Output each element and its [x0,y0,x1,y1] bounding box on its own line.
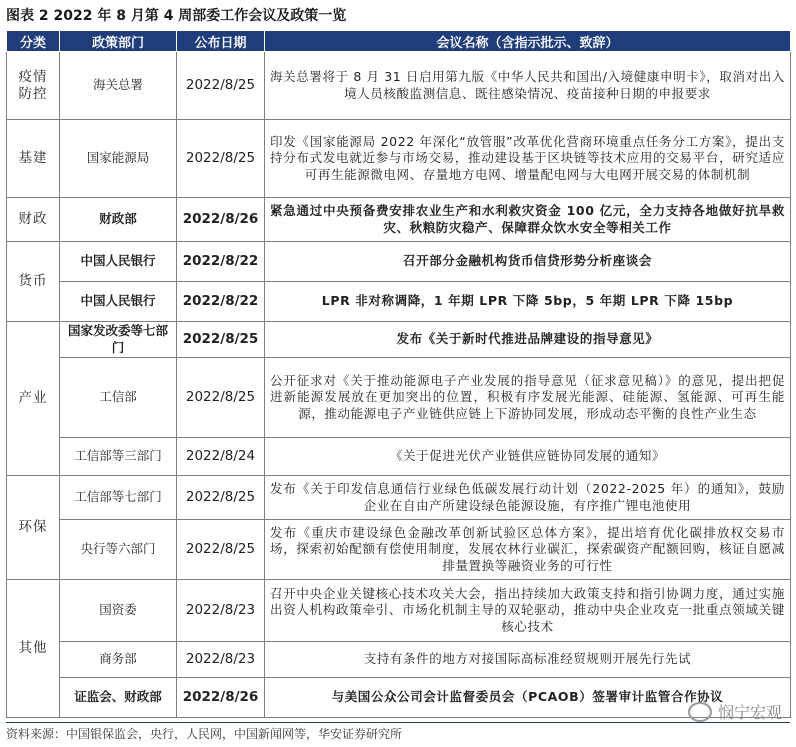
department-cell: 中国人民银行 [60,282,177,322]
date-cell: 2022/8/24 [177,438,265,476]
date-cell: 2022/8/23 [177,580,265,642]
department-cell: 国家能源局 [60,120,177,198]
date-cell: 2022/8/25 [177,322,265,358]
content-cell: 召开部分金融机构货币信贷形势分析座谈会 [265,242,791,282]
table-row [7,120,791,198]
table-row [7,358,791,438]
watermark-text: 悯宁宏观 [717,703,782,722]
source-note: 资料来源：中国银保监会，央行，人民网，中国新闻网等，华安证券研究所 [6,722,790,742]
department-cell: 证监会、财政部 [60,678,177,718]
table-row [7,52,791,120]
department-cell: 海关总署 [60,52,177,120]
table-row [7,580,791,642]
date-cell: 2022/8/22 [177,282,265,322]
content-cell: 紧急通过中央预备费安排农业生产和水利救灾资金 100 亿元，全力支持各地做好抗旱救灾、秋粮防灾稳产、保障群众饮水安全等相关工作 [265,198,791,242]
content-cell: 海关总署将于 8 月 31 日启用第九版《中华人民共和国出/入境健康申明卡》，取消对出入境人员核酸监测信息、既往感染情况、疫苗接种日期的申报要求 [265,52,791,120]
content-cell: 支持有条件的地方对接国际高标准经贸规则开展先行先试 [265,642,791,678]
category-cell: 其他 [7,580,60,718]
header-department: 政策部门 [60,31,177,52]
date-cell: 2022/8/22 [177,242,265,282]
date-cell: 2022/8/25 [177,52,265,120]
category-cell: 货币 [7,242,60,322]
department-cell: 工信部 [60,358,177,438]
department-cell: 商务部 [60,642,177,678]
category-cell: 财政 [7,198,60,242]
date-cell: 2022/8/25 [177,520,265,580]
department-cell: 中国人民银行 [60,242,177,282]
department-cell: 工信部等三部门 [60,438,177,476]
table-row [7,242,791,282]
table-row [7,198,791,242]
department-cell: 国资委 [60,580,177,642]
date-cell: 2022/8/25 [177,476,265,520]
watermark [688,700,782,723]
category-cell: 环保 [7,476,60,580]
header-content: 会议名称（含指示批示、致辞） [265,31,791,52]
table-row [7,282,791,322]
table-row [7,322,791,358]
category-cell: 疫情防控 [7,52,60,120]
table-row [7,438,791,476]
content-cell: 发布《关于新时代推进品牌建设的指导意见》 [265,322,791,358]
table-row [7,476,791,520]
content-cell: 发布《关于印发信息通信行业绿色低碳发展行动计划（2022-2025 年）的通知》，鼓励企业在自由产所建设绿色能源设施，有序推广锂电池使用 [265,476,791,520]
table-row [7,642,791,678]
content-cell: 印发《国家能源局 2022 年深化“放管服”改革优化营商环境重点任务分工方案》，提出支持分布式发电就近参与市场交易，推动建设基于区块链等技术应用的交易平台，研究适应可再生能源微电网、存量地方电网、增量配电网与大电网开展交易的体制机制 [265,120,791,198]
department-cell: 财政部 [60,198,177,242]
date-cell: 2022/8/26 [177,198,265,242]
date-cell: 2022/8/25 [177,358,265,438]
category-cell: 产业 [7,322,60,476]
wechat-icon [688,702,712,722]
header-category: 分类 [7,31,60,52]
date-cell: 2022/8/23 [177,642,265,678]
date-cell: 2022/8/25 [177,120,265,198]
content-cell: 《关于促进光伏产业链供应链协同发展的通知》 [265,438,791,476]
header-row [7,31,791,52]
category-cell: 基建 [7,120,60,198]
department-cell: 工信部等七部门 [60,476,177,520]
table-row [7,520,791,580]
table-title: 图表 2 2022 年 8 月第 4 周部委工作会议及政策一览 [6,2,790,32]
header-date: 公布日期 [177,31,265,52]
content-cell: LPR 非对称调降，1 年期 LPR 下降 5bp，5 年期 LPR 下降 15bp [265,282,791,322]
department-cell: 国家发改委等七部门 [60,322,177,358]
content-cell: 召开中央企业关键核心技术攻关大会，指出持续加大政策支持和指引协调力度，通过实施出资人机构政策牵引、市场化机制主导的双轮驱动，推动中央企业攻克一批重点领域关键核心技术 [265,580,791,642]
content-cell: 发布《重庆市建设绿色金融改革创新试验区总体方案》，提出培育优化碳排放权交易市场，探索初始配额有偿使用制度，发展农林行业碳汇，探索碳资产配额回购，核证自愿减排量置换等融资业务的可行性 [265,520,791,580]
date-cell: 2022/8/26 [177,678,265,718]
policy-table [6,30,791,718]
content-cell: 公开征求对《关于推动能源电子产业发展的指导意见（征求意见稿）》的意见，提出把促进新能源发展放在更加突出的位置，积极有序发展光能源、硅能源、氢能源、可再生能源，推动能源电子产业链供应链上下游协同发展，形成动态平衡的良性产业生态 [265,358,791,438]
department-cell: 央行等六部门 [60,520,177,580]
content-cell: 与美国公众公司会计监督委员会（PCAOB）签署审计监管合作协议 [265,678,791,718]
table-row [7,678,791,718]
